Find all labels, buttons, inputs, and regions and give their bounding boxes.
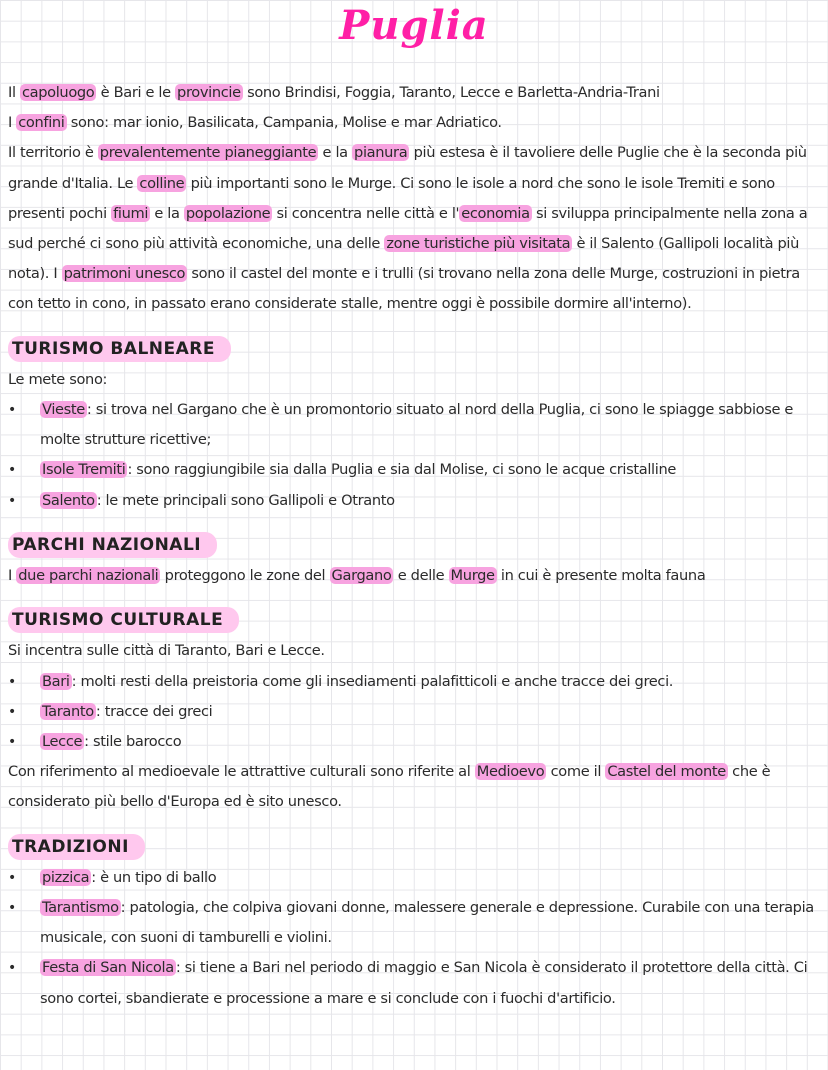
bullet-icon: •	[8, 673, 16, 690]
section-heading-tradizioni: TRADIZIONI	[8, 834, 145, 860]
bullet-icon: •	[8, 900, 16, 917]
list-item: • Lecce : stile barocco	[8, 727, 820, 757]
bullet-icon: •	[8, 402, 16, 419]
culturale-conclusion: Con riferimento al medioevale le attrattive culturali sono riferite al Medioevo come il Castel del monte che è considerato più bello d'Europa ed è sito unesco.	[8, 763, 771, 811]
culturale-list	[8, 667, 820, 758]
intro-territory: Il territorio è prevalentemente pianeggiante e la pianura più estesa è il tavoliere delle Puglie che è la seconda più grande d'Italia. Le colline più importanti sono le Murge. Ci sono le isole a nord che sono le isole Tremiti e sono presenti pochi fiumi e la popolazione si concentra nelle città e l' economia si sviluppa principalmente nella zona a sud perché ci sono più attività economiche, una delle zone turistiche più visitata è il Salento (Gallipoli località più nota). I patrimoni unesco sono il castel del monte e i trulli (si trovano nella zona delle Murge, costruzioni in pietra con tetto in cono, in passato erano considerate stalle, mentre oggi è possibile dormire all'interno).	[8, 144, 808, 313]
list-item: • pizzica : è un tipo di ballo	[8, 863, 820, 893]
tradizioni-list	[8, 863, 820, 1014]
section-heading-parchi: PARCHI NAZIONALI	[8, 532, 217, 558]
intro-capital: Il capoluogo è Bari e le provincie sono Brindisi, Foggia, Taranto, Lecce e Barletta-Andria-Trani	[8, 84, 660, 101]
list-item: • Bari : molti resti della preistoria come gli insediamenti palafitticoli e anche tracce dei greci.	[8, 667, 820, 697]
list-item: • Vieste : si trova nel Gargano che è un promontorio situato al nord della Puglia, ci sono le spiagge sabbiose e molte strutture ricettive;	[8, 395, 820, 455]
list-item: • Taranto : tracce dei greci	[8, 697, 820, 727]
bullet-icon: •	[8, 462, 16, 479]
parchi-text: I due parchi nazionali proteggono le zone del Gargano e delle Murge in cui è presente molta fauna	[8, 567, 706, 585]
list-item: • Festa di San Nicola : si tiene a Bari nel periodo di maggio e San Nicola è considerato il protettore della città. Ci sono cortei, sbandierate e processione a mare e si conclude con i fuochi d'artificio.	[8, 953, 820, 1013]
list-item: • Tarantismo : patologia, che colpiva giovani donne, malessere generale e depressione. Curabile con una terapia musicale, con suoni di tamburelli e violini.	[8, 893, 820, 953]
culturale-lead: Si incentra sulle città di Taranto, Bari e Lecce.	[8, 642, 325, 660]
bullet-icon: •	[8, 703, 16, 720]
bullet-icon: •	[8, 960, 16, 977]
bullet-icon: •	[8, 869, 16, 886]
section-heading-balneare: TURISMO BALNEARE	[8, 336, 231, 362]
balneare-lead: Le mete sono:	[8, 370, 108, 388]
section-heading-culturale: TURISMO CULTURALE	[8, 607, 239, 633]
list-item: • Salento : le mete principali sono Gallipoli e Otranto	[8, 486, 820, 516]
bullet-icon: •	[8, 492, 16, 509]
balneare-list	[8, 395, 820, 516]
notes-body	[8, 78, 820, 1014]
bullet-icon: •	[8, 734, 16, 751]
intro-borders: I confini sono: mar ionio, Basilicata, Campania, Molise e mar Adriatico.	[8, 114, 502, 132]
page-title: Puglia	[339, 2, 489, 49]
list-item: • Isole Tremiti : sono raggiungibile sia dalla Puglia e sia dal Molise, ci sono le acque cristalline	[8, 455, 820, 485]
